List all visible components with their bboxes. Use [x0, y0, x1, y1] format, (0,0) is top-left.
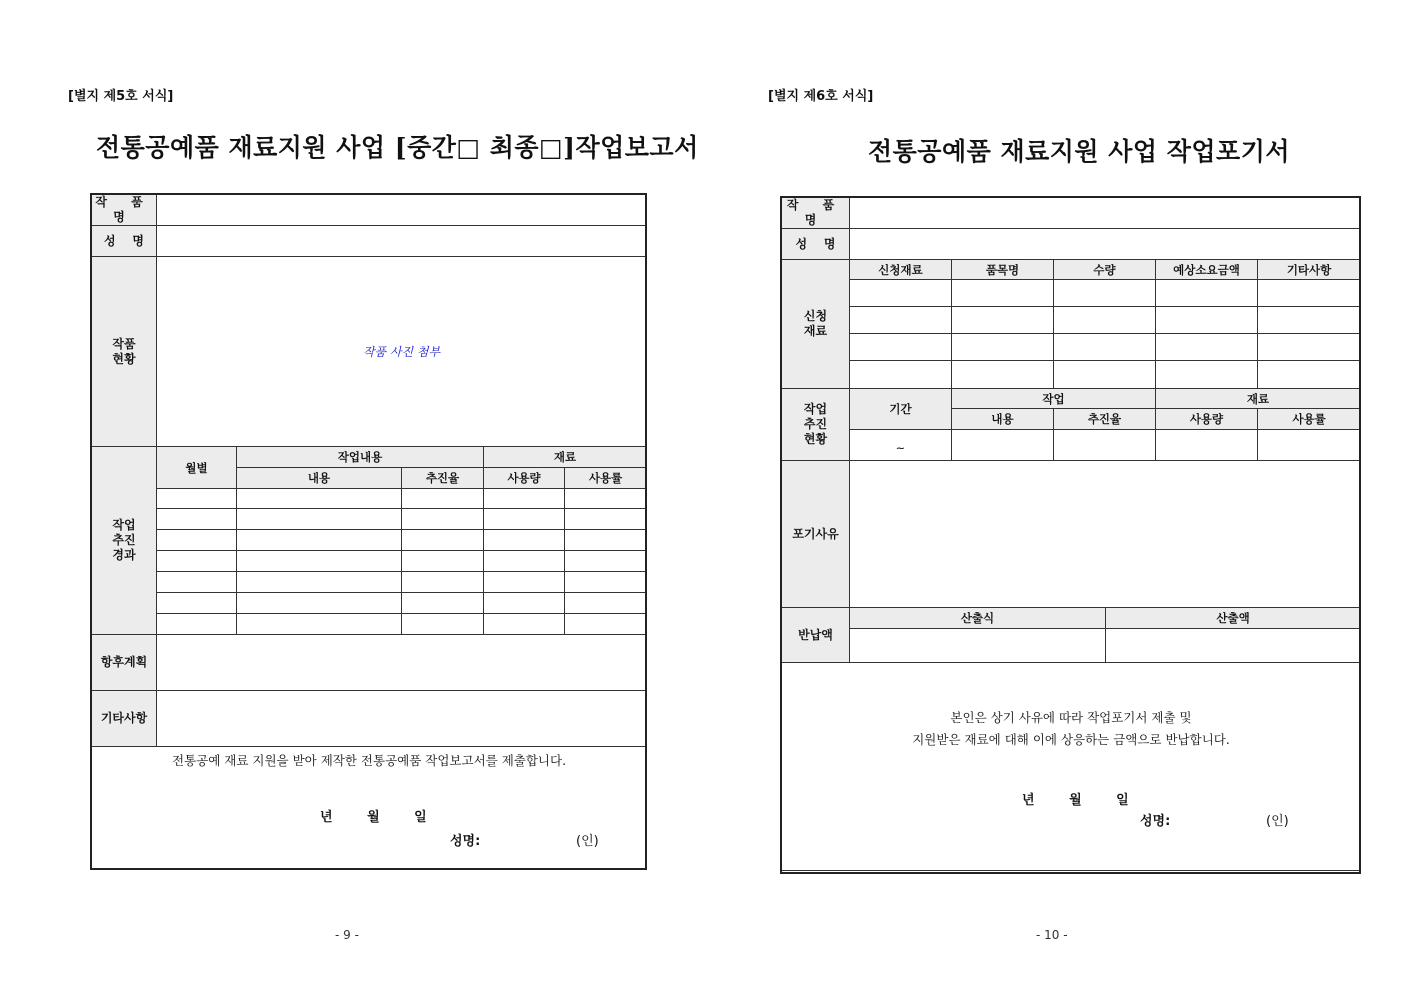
- progress-rate-header: 추진율: [402, 468, 484, 489]
- material-header-2: 수량: [1054, 260, 1156, 280]
- reason-field[interactable]: [850, 461, 1361, 608]
- table-row: [92, 572, 647, 593]
- future-plan-label: 항후계획: [92, 635, 157, 691]
- table-row: [92, 530, 647, 551]
- refund-label: 반납액: [782, 608, 850, 663]
- material-header-3: 예상소요금액: [1156, 260, 1258, 280]
- table-row: [92, 509, 647, 530]
- refund-values: [850, 629, 1361, 663]
- report-title: 전통공예품 재료지원 사업 [중간□ 최종□]작업보고서: [96, 133, 699, 162]
- sign-label: 성명:: [450, 834, 481, 849]
- amount-field[interactable]: [1106, 629, 1361, 662]
- name-label: 성 명: [782, 229, 850, 260]
- formula-field[interactable]: [850, 629, 1106, 662]
- name-field[interactable]: [850, 229, 1361, 260]
- material-header-1: 품목명: [952, 260, 1054, 280]
- other-label: 기타사항: [92, 691, 157, 747]
- usage-amount-header: 사용량: [484, 468, 565, 489]
- usage-rate-header: 사용률: [565, 468, 647, 489]
- table-row: [782, 361, 1361, 389]
- name-label: 성 명: [92, 226, 157, 257]
- month-header: 월별: [157, 447, 237, 489]
- work-name-label: 작 품 명: [92, 195, 157, 226]
- table-row: [782, 334, 1361, 361]
- photo-attach-area[interactable]: [157, 257, 647, 447]
- date-line: 년 월 일: [1022, 793, 1129, 808]
- work-header: 작업: [952, 389, 1156, 409]
- applied-material-label: 신청 재료: [782, 260, 850, 389]
- page-number-10: - 10 -: [1036, 928, 1068, 942]
- seal-mark: (인): [576, 834, 599, 849]
- progress-status-label: 작업 추진 현황: [782, 389, 850, 461]
- statement-block: [782, 663, 1361, 871]
- sign-label: 성명:: [1140, 814, 1171, 829]
- table-row: [782, 307, 1361, 334]
- amount-header: 산출액: [1106, 608, 1361, 628]
- statement-block: [92, 747, 647, 870]
- table-row: [92, 551, 647, 572]
- refund-subtable: [850, 608, 1361, 629]
- waiver-statement-2: 지원받은 재료에 대해 이에 상응하는 금액으로 반납합니다.: [912, 732, 1230, 747]
- waiver-form-table: [781, 197, 1361, 871]
- form-label-6: [별지 제6호 서식]: [768, 89, 874, 104]
- form-label-5: [별지 제5호 서식]: [68, 89, 174, 104]
- progress-label: 작업 추진 경과: [92, 447, 157, 635]
- date-line: 년 월 일: [320, 810, 427, 825]
- material-header-0: 신청재료: [850, 260, 952, 280]
- work-name-field[interactable]: [157, 195, 647, 226]
- progress-rate-header: 추진율: [1054, 409, 1156, 430]
- usage-amount-header: 사용량: [1156, 409, 1258, 430]
- formula-header: 산출식: [850, 608, 1106, 628]
- name-field[interactable]: [157, 226, 647, 257]
- period-value[interactable]: ~: [850, 430, 952, 461]
- material-header: 재료: [484, 447, 647, 468]
- report-statement: 전통공예 재료 지원을 받아 제작한 전통공예품 작업보고서를 제출합니다.: [172, 753, 567, 768]
- photo-note: 작품 사진 첨부: [362, 345, 441, 359]
- waiver-title: 전통공예품 재료지원 사업 작업포기서: [868, 137, 1291, 166]
- work-name-field[interactable]: [850, 198, 1361, 229]
- reason-label: 포기사유: [782, 461, 850, 608]
- material-header: 재료: [1156, 389, 1361, 409]
- table-row: [92, 489, 647, 509]
- content-header: 내용: [952, 409, 1054, 430]
- table-row: [92, 614, 647, 635]
- waiver-statement-1: 본인은 상기 사유에 따라 작업포기서 제출 및: [950, 710, 1192, 725]
- period-header: 기간: [850, 389, 952, 430]
- page-number-9: - 9 -: [335, 928, 359, 942]
- material-header-4: 기타사항: [1258, 260, 1361, 280]
- seal-mark: (인): [1266, 814, 1289, 829]
- other-field[interactable]: [157, 691, 647, 747]
- work-content-header: 작업내용: [237, 447, 484, 468]
- table-row: [782, 280, 1361, 307]
- future-plan-field[interactable]: [157, 635, 647, 691]
- work-status-label: 작품 현황: [92, 257, 157, 447]
- usage-rate-header: 사용률: [1258, 409, 1361, 430]
- report-form-table: [91, 194, 647, 870]
- work-name-label: 작 품 명: [782, 198, 850, 229]
- table-row: [92, 593, 647, 614]
- content-header: 내용: [237, 468, 402, 489]
